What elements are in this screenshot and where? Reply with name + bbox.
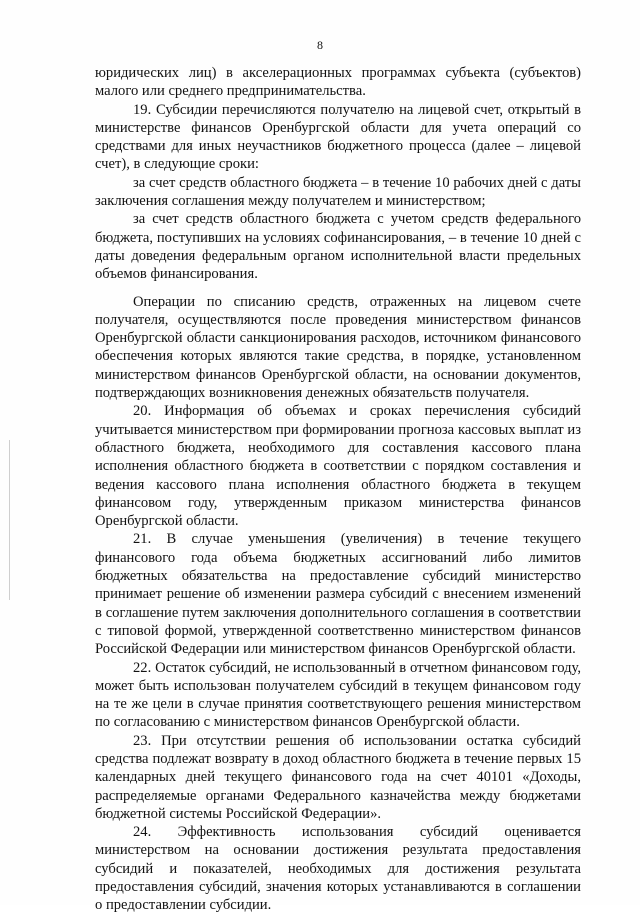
paragraph-clause-24: 24. Эффективность использования субсидий оценивается министерством на основании достижения результата предоставления субсидий и показателей, необходимых для достижения результата предоставления субсидий, значения которых устанавливаются в соглашении о предоставлении субсидии.: [95, 824, 581, 914]
paragraph-clause-20: 20. Информация об объемах и сроках перечисления субсидий учитывается министерством при формировании прогноза кассовых выплат из областного бюджета, необходимого для составления кассового плана исполнения областного бюджета в соответствии с порядком составления и ведения кассового плана исполнения областного бюджета в текущем финансовом году, утвержденным приказом министерства финансов Оренбургской области.: [95, 403, 581, 530]
paragraph-federal-budget-term: за счет средств областного бюджета с учетом средств федерального бюджета, поступивших на условиях софинансирования, – в течение 10 дней с даты доведения федеральным органом исполнительной власти предельных объемов финансирования.: [95, 211, 581, 283]
paragraph-continuation: юридических лиц) в акселерационных программах субъекта (субъектов) малого или среднего предпринимательства.: [95, 65, 581, 100]
paragraph-regional-budget-term: за счет средств областного бюджета – в течение 10 рабочих дней с даты заключения соглашения между получателем и министерством;: [95, 174, 581, 210]
paragraph-clause-19: 19. Субсидии перечисляются получателю на лицевой счет, открытый в министерстве финансов Оренбургской области для учета операций со средствами для иных неучастников бюджетного процесса (далее – лицевой счет), в следующие сроки:: [95, 101, 581, 173]
page-number: 8: [317, 38, 323, 52]
scan-edge-mark: [9, 440, 10, 600]
paragraph-clause-23: 23. При отсутствии решения об использовании остатка субсидий средства подлежат возврату в доход областного бюджета в течение первых 15 календарных дней текущего финансового года на счет 40101 «Доходы, распределяемые органами Федерального казначейства между бюджетами бюджетной системы Российской Федерации».: [95, 732, 581, 822]
document-body: [95, 64, 581, 915]
paragraph-clause-22: 22. Остаток субсидий, не использованный в отчетном финансовом году, может быть использован получателем субсидий в текущем финансовом году на те же цели в случае принятия соответствующего решения министерством по согласованию с министерством финансов Оренбургской области.: [95, 659, 581, 731]
paragraph-write-off-operations: Операции по списанию средств, отраженных на лицевом счете получателя, осуществляются после проведения министерством финансов Оренбургской области санкционирования расходов, источником финансового обеспечения которых являются такие средства, в порядке, установленном министерством финансов Оренбургской области, на основании документов, подтверждающих возникновения денежных обязательств получателя.: [95, 293, 581, 402]
paragraph-clause-21: 21. В случае уменьшения (увеличения) в течение текущего финансового года объема бюджетных ассигнований либо лимитов бюджетных обязательства на предоставление субсидий министерство принимает решение об изменении размера субсидий с внесением изменений в соглашение путем заключения дополнительного соглашения в соответствии с типовой формой, утвержденной соответственно министерством финансов Российской Федерации или министерством финансов Оренбургской области.: [95, 531, 581, 658]
